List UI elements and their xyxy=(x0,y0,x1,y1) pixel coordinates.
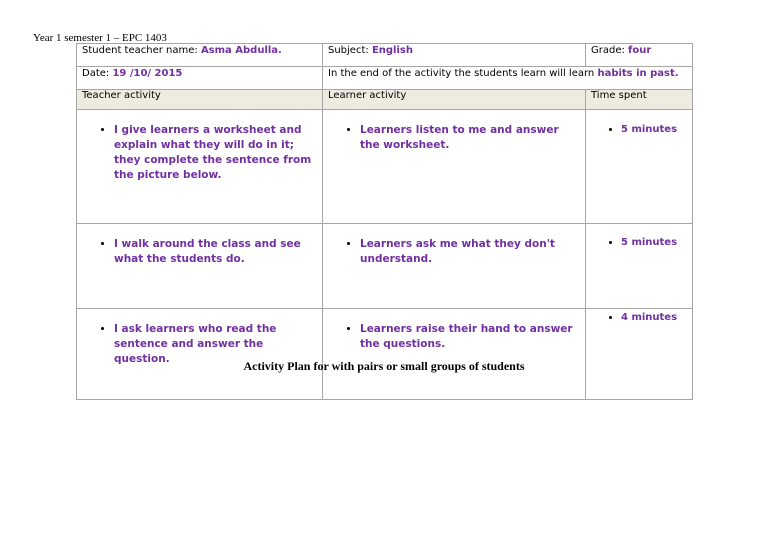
activity-plan-table xyxy=(76,43,693,400)
teacher-activity-cell xyxy=(77,224,323,309)
date-value: 19 /10/ 2015 xyxy=(112,68,183,79)
student-teacher-label: Student teacher name: xyxy=(82,45,201,56)
subject-cell xyxy=(323,44,586,67)
learner-activity-cell xyxy=(323,309,586,400)
objective-label: In the end of the activity the students learn will learn xyxy=(328,68,598,79)
objective-value: habits in past. xyxy=(597,68,679,79)
column-header-learner: Learner activity xyxy=(323,90,586,110)
teacher-activity-cell xyxy=(77,309,323,400)
list-item: • I ask learners who read the sentence and answer the question. xyxy=(114,322,317,367)
table-row xyxy=(77,110,693,224)
meta-row-1 xyxy=(77,44,693,67)
time-spent-cell xyxy=(586,224,693,309)
learner-activity-cell xyxy=(323,224,586,309)
column-header-time: Time spent xyxy=(586,90,693,110)
date-label: Date: xyxy=(82,68,113,79)
column-header-teacher: Teacher activity xyxy=(77,90,323,110)
student-teacher-value: Asma Abdulla. xyxy=(200,45,282,56)
column-header-row xyxy=(77,90,693,110)
subject-value: English xyxy=(371,45,413,56)
teacher-activity-cell xyxy=(77,110,323,224)
list-item: • Learners ask me what they don't understand. xyxy=(360,237,580,267)
date-cell xyxy=(77,67,323,90)
time-spent-cell xyxy=(586,309,693,400)
grade-label: Grade: xyxy=(591,45,629,56)
learner-activity-cell xyxy=(323,110,586,224)
subject-label: Subject: xyxy=(328,45,372,56)
list-item: • Learners raise their hand to answer the questions. xyxy=(360,322,580,352)
list-item: • 4 minutes xyxy=(621,310,687,325)
list-item: • 5 minutes xyxy=(621,235,687,250)
objective-cell xyxy=(323,67,693,90)
meta-row-2 xyxy=(77,67,693,90)
list-item: • I walk around the class and see what the students do. xyxy=(114,237,317,267)
time-spent-cell xyxy=(586,110,693,224)
grade-cell xyxy=(586,44,693,67)
student-teacher-cell xyxy=(77,44,323,67)
list-item: • Learners listen to me and answer the worksheet. xyxy=(360,123,580,153)
grade-value: four xyxy=(628,45,652,56)
table-caption: Activity Plan for with pairs or small groups of students xyxy=(243,359,525,373)
table-row xyxy=(77,309,693,400)
list-item: • I give learners a worksheet and explain what they will do in it; they complete the sentence from the picture below. xyxy=(114,123,317,183)
table-row xyxy=(77,224,693,309)
list-item: • 5 minutes xyxy=(621,122,687,137)
document-header: Year 1 semester 1 – EPC 1403 xyxy=(33,32,167,44)
